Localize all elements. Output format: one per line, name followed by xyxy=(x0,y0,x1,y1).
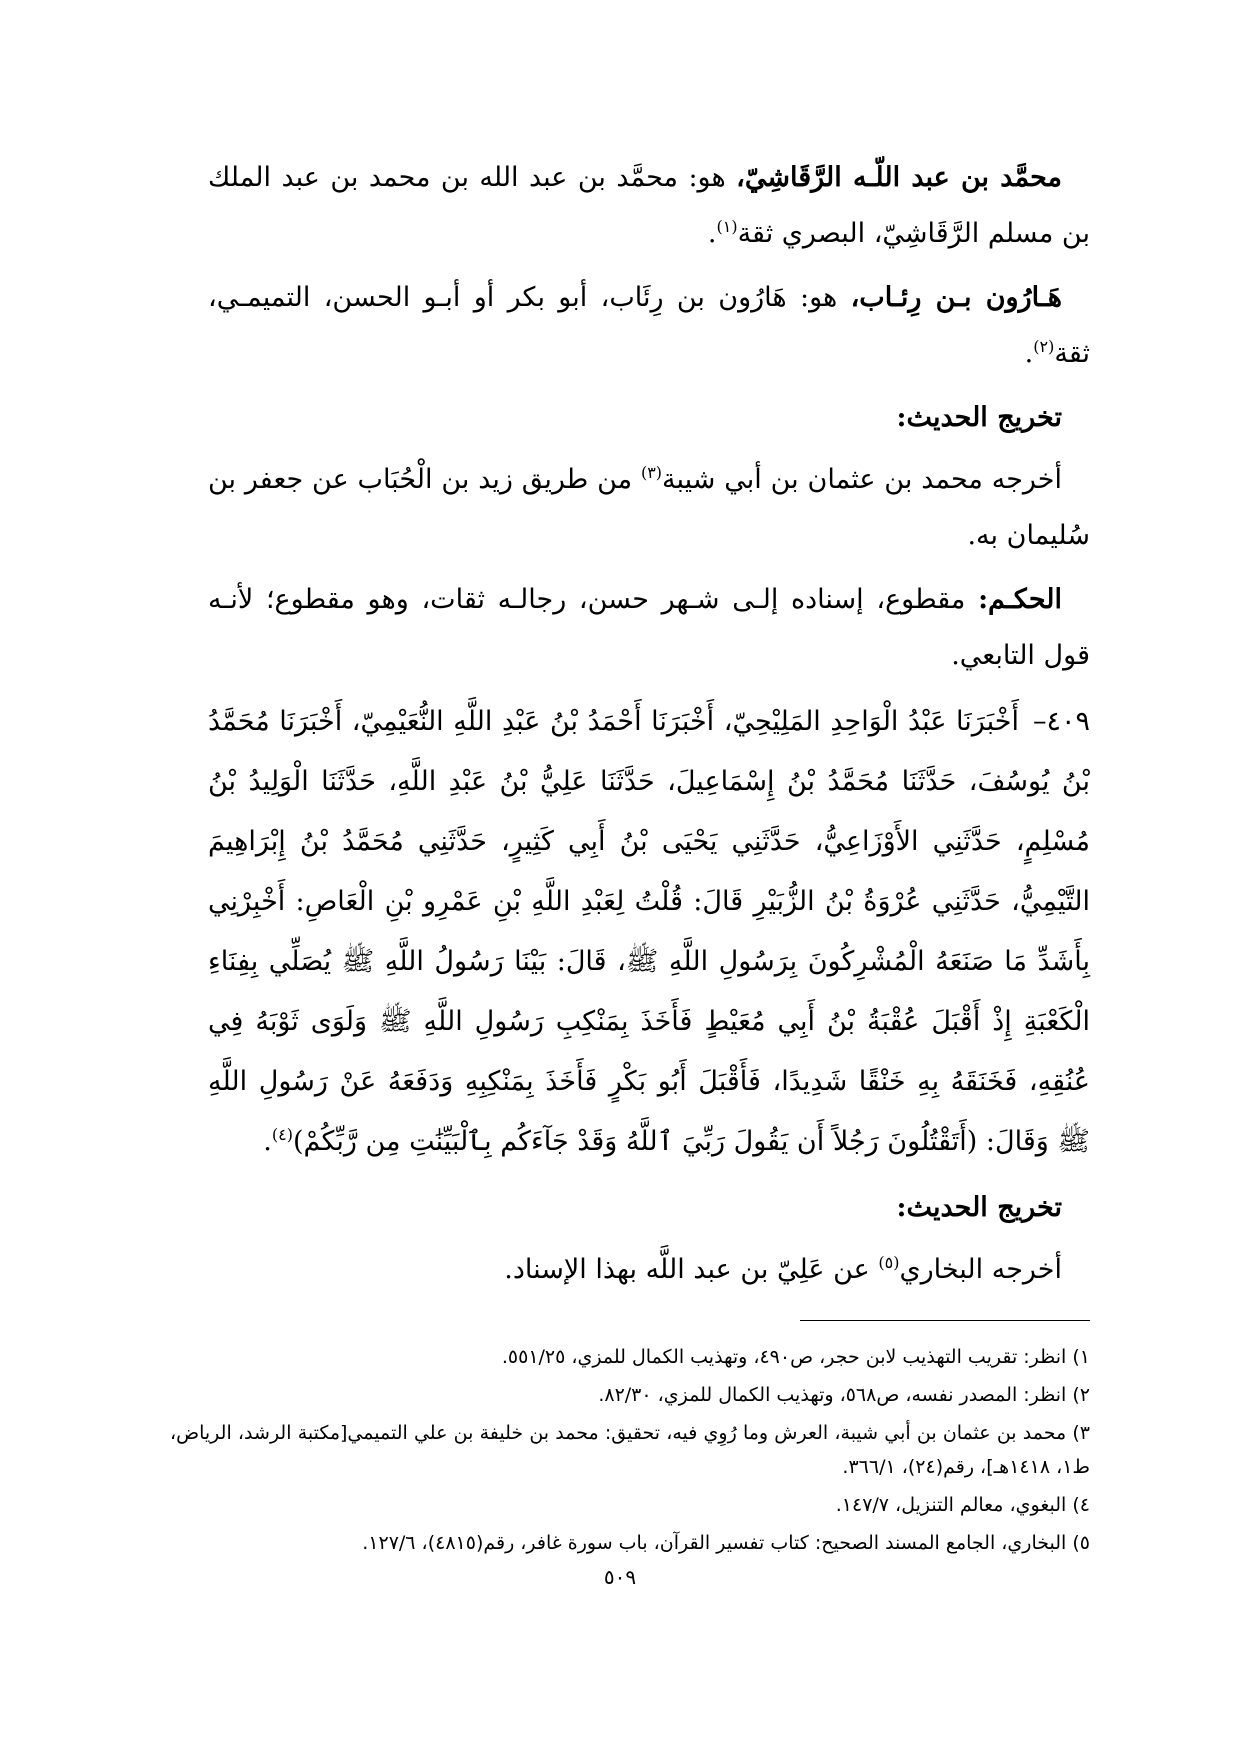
footnote-text: انظر: المصدر نفسه، ص٥٦٨، وتهذيب الكمال للمزي، ٨٢/٣٠. xyxy=(598,1384,1073,1406)
footnote-text: البخاري، الجامع المسند الصحيح: كتاب تفسير القرآن، باب سورة غافر، رقم(٤٨١٥)، ١٢٧/٦. xyxy=(362,1532,1073,1554)
footnote xyxy=(170,1340,1090,1374)
footnote-ref[interactable]: (٤) xyxy=(271,1125,293,1144)
section-heading: تخريج الحديث: xyxy=(896,402,1062,433)
footnote xyxy=(170,1378,1090,1412)
footnote-text: محمد بن عثمان بن أبي شيبة، العرش وما رُوِي فيه، تحقيق: محمد بن خليفة بن علي التميمي[مكتبة الرشد، الرياض، ط١، ١٤١٨هـ]، رقم(٢٤)، ٣٦٦/١. xyxy=(170,1422,1090,1478)
takhrij-text-end: من طريق زيد بن الْحُبَاب عن جعفر بن سُليمان به. xyxy=(208,464,1090,551)
footnote-separator xyxy=(800,1320,1090,1321)
hadith-body: أَخْبَرَنَا عَبْدُ الْوَاحِدِ المَلِيْحِيّ، أَخْبَرَنَا أَحْمَدُ بْنُ عَبْدِ اللَّهِ النُّعَيْمِيّ، أَخْبَرَنَا مُحَمَّدُ بْنُ يُوسُفَ، حَدَّثَنَا مُحَمَّدُ بْنُ إِسْمَاعِيلَ، حَدَّثَنَا عَلِيُّ بْنُ عَبْدِ اللَّهِ، حَدَّثَنَا الْوَلِيدُ بْنُ مُسْلِمٍ، حَدَّثَنِي الأَوْزَاعِيُّ، حَدَّثَنِي يَحْيَى بْنُ أَبِي كَثِيرٍ، حَدَّثَنِي مُحَمَّدُ بْنُ إِبْرَاهِيمَ التَّيْمِيُّ، حَدَّثَنِي عُرْوَةُ بْنُ الزُّبَيْرِ قَالَ: قُلْتُ لِعَبْدِ اللَّهِ بْنِ عَمْرِو بْنِ الْعَاصِ: أَخْبِرْنِي بِأَشَدِّ مَا صَنَعَهُ الْمُشْرِكُونَ بِرَسُولِ اللَّهِ ﷺ، قَالَ: بَيْنَا رَسُولُ اللَّهِ ﷺ يُصَلِّي بِفِنَاءِ الْكَعْبَةِ إِذْ أَقْبَلَ عُقْبَةُ بْنُ أَبِي مُعَيْطٍ فَأَخَذَ بِمَنْكِبِ رَسُولِ اللَّهِ ﷺ وَلَوَى ثَوْبَهُ فِي عُنُقِهِ، فَخَنَقَهُ بِهِ خَنْقًا شَدِيدًا، فَأَقْبَلَ أَبُو بَكْرٍ فَأَخَذَ بِمَنْكِبِهِ وَدَفَعَهُ عَنْ رَسُولِ اللَّهِ ﷺ وَقَالَ: xyxy=(208,706,1090,1157)
period: . xyxy=(263,1126,272,1157)
footnote-number: ٤) xyxy=(1072,1494,1090,1516)
footnote-ref[interactable]: (١) xyxy=(716,217,738,236)
takhrij-text-end: عن عَلِيّ بن عبد اللَّه بهذا الإسناد. xyxy=(504,1254,879,1285)
hadith-number: ٤٠٩– xyxy=(1032,706,1090,737)
takhrij-paragraph xyxy=(208,452,1090,564)
narrator-entry-2 xyxy=(208,270,1090,382)
footnote-number: ٥) xyxy=(1072,1532,1090,1554)
takhrij-text-start: أخرجه محمد بن عثمان بن أبي شيبة xyxy=(662,464,1062,495)
ruling-paragraph xyxy=(208,572,1090,684)
footnote-text: انظر: تقريب التهذيب لابن حجر، ص٤٩٠، وتهذيب الكمال للمزي، ٥٥١/٢٥. xyxy=(501,1346,1073,1368)
section-heading: تخريج الحديث: xyxy=(896,1192,1062,1223)
takhrij-text-start: أخرجه البخاري xyxy=(899,1254,1062,1285)
page-number: ٥٠٩ xyxy=(603,1565,637,1589)
footnote-number: ٣) xyxy=(1072,1422,1090,1444)
footnote xyxy=(170,1488,1090,1522)
period: . xyxy=(707,218,717,249)
main-text xyxy=(208,150,1090,1306)
ruling-label: الحكـم: xyxy=(978,584,1062,615)
ruling-text: مقطوع، إسناده إلـى شـهر حسن، رجالـه ثقات، وهو مقطوع؛ لأنـه قول التابعي. xyxy=(208,584,1090,671)
quran-quote: (أَتَقْتُلُونَ رَجُلاً أَن يَقُولَ رَبِّيَ ٱللَّهُ وَقَدْ جَآءَكُم بِٱلْبَيِّنَٰتِ مِن رَّبِّكُمْ) xyxy=(292,1126,978,1157)
narrator-description: هو: محمَّد بن عبد الله بن محمد بن عبد الملك بن مسلم الرَّقَاشِيّ، البصري ثقة xyxy=(208,162,1090,249)
footnote-number: ٢) xyxy=(1072,1384,1090,1406)
footnote-ref[interactable]: (٣) xyxy=(640,463,663,482)
narrator-name: هَـارُون بـن رِئـاب، xyxy=(850,282,1062,313)
hadith-text xyxy=(208,692,1090,1172)
footnote-ref[interactable]: (٥) xyxy=(878,1253,900,1272)
narrator-name: محمَّد بن عبد اللّـه الرَّقَاشِيّ، xyxy=(736,162,1062,193)
footnote-text: البغوي، معالم التنزيل، ١٤٧/٧. xyxy=(835,1494,1073,1516)
footnotes xyxy=(170,1340,1090,1564)
narrator-description: هو: هَارُون بن رِئَاب، أبو بكر أو أبـو الحسن، التميمـي، ثقة xyxy=(208,282,1090,369)
footnote-number: ١) xyxy=(1072,1346,1090,1368)
period: . xyxy=(1024,338,1034,369)
takhrij-paragraph xyxy=(208,1242,1090,1298)
narrator-entry-1 xyxy=(208,150,1090,262)
footnote-ref[interactable]: (٢) xyxy=(1033,337,1055,356)
footnote xyxy=(170,1416,1090,1484)
footnote xyxy=(170,1526,1090,1560)
